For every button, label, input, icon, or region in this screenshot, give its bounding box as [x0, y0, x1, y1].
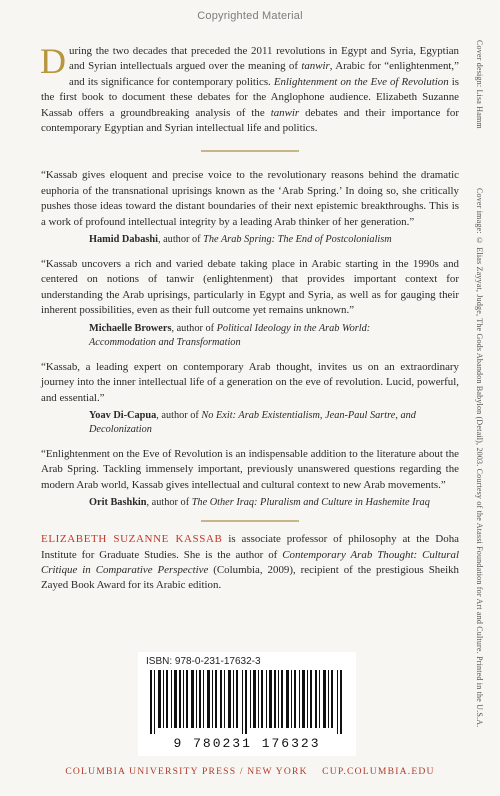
endorsement-attribution: [41, 322, 459, 350]
bio-text-2: (Columbia, 2009), recipient of the prestigious Sheikh Zayed Book Award for its Arabic edition.: [41, 563, 460, 592]
endorsement-quote: “Kassab, a leading expert on contemporary Arab thought, invites us on an extraordinary journey into the inner intellectual life of a generation on the eve of revolution. Lucid, powerful, and essential.”: [41, 360, 459, 404]
endorser-role: , author of: [157, 234, 204, 246]
endorser-work: Political Ideology in the Arab World:: [216, 322, 371, 334]
intro-text-4: debates and their importance for contemporary Egyptian and Syrian intellectual life and politics.: [41, 106, 460, 135]
endorser-work: No Exit: Arab Existentialism, Jean-Paul Sartre, and Decolonization: [89, 409, 416, 435]
intro-paragraph: [40, 41, 460, 136]
divider-rule: [201, 150, 299, 152]
endorser-role: , author of: [171, 322, 217, 334]
endorsement-quote: “Kassab uncovers a rich and varied debate taking place in Arabic starting in the 1990s and centered on notions of tanwir (enlightenment) that provides important context for understanding the Arab uprisings, particularly in Egypt and Syria, as well as for gauging their inherent possibilities, even as their full outcome yet remains unknown.”: [41, 258, 459, 317]
endorser-name: Hamid Dabashi: [89, 234, 158, 246]
endorsement-attribution: [41, 233, 459, 247]
endorser-work: The Other Iraq: Pluralism and Culture in Hashemite Iraq: [191, 497, 430, 509]
endorser-name: Michaelle Browers: [89, 322, 172, 334]
drop-cap: D: [40, 41, 66, 81]
intro-tanwir: tanwir: [301, 60, 330, 73]
cover-image-credit: Cover image: © Elias Zayyat, Judge, The Gods Abandon Babylon (Detail), 2003. Courtesy of the Atassi Foundation for Art and Culture. Printed in the U.S.A.: [475, 188, 484, 728]
copyright-watermark: Copyrighted Material: [197, 10, 303, 22]
endorser-role: , author of: [146, 497, 192, 509]
intro-text-2: , Arabic for “enlightenment,” and its significance for contemporary politics.: [69, 60, 459, 88]
endorser-role: , author of: [156, 409, 202, 421]
intro-book-title: Enlightenment on the Eve of Revolution: [273, 75, 449, 88]
divider-rule: [201, 520, 299, 522]
bio-text-1: is associate professor of philosophy at the Doha Institute for Graduate Studies. She is the author of: [41, 533, 459, 561]
barcode-number: 9 780231 176323: [173, 736, 321, 751]
endorsement-quote: “Enlightenment on the Eve of Revolution is an indispensable addition to the literature about the Arab Spring. Tackling immensely important, previously unanswered questions regarding the modern Arab world, Kassab gives intellectual and cultural context to new Arab movements.”: [41, 447, 459, 491]
endorser-name: Orit Bashkin: [89, 497, 147, 509]
endorsement-attribution: [41, 409, 459, 437]
endorsement-quote: “Kassab gives eloquent and precise voice to the revolutionary reasons behind the dramatic euphoria of the transnational uprisings known as the ‘Arab Spring.’ In doing so, she critically pushes those ideas toward the distant boundaries of their next epistemic breakthroughs. This is a work of profound intellectual integrity by a leading Arab thinker of her generation.”: [41, 169, 459, 228]
endorser-work-cont: Accommodation and Transformation: [89, 336, 241, 348]
intro-tanwir-2: tanwir: [270, 106, 300, 119]
intro-text-3: is the first book to document these debates for the Anglophone audience. Elizabeth Suzanne Kassab offers a groundbreaking analysis of the: [41, 75, 459, 119]
author-bio: [41, 532, 459, 594]
intro-text-1: uring the two decades that preceded the 2011 revolutions in Egypt and Syria, Egyptian and Syrian intellectuals argued over the meaning of: [69, 45, 459, 73]
endorser-work: The Arab Spring: The End of Postcolonialism: [203, 234, 392, 246]
bio-work: Contemporary Arab Thought: Cultural Critique in Comparative Perspective: [41, 548, 459, 576]
barcode-icon: [146, 670, 348, 734]
author-name: ELIZABETH SUZANNE KASSAB: [41, 533, 223, 546]
endorser-name: Yoav Di-Capua: [89, 409, 157, 421]
endorsement-attribution: [41, 496, 459, 510]
isbn-barcode: [138, 652, 356, 756]
back-cover-text: [40, 41, 460, 594]
isbn-label: ISBN: 978-0-231-17632-3: [146, 656, 261, 667]
cover-design-credit: Cover design: Lisa Hamm: [475, 40, 484, 129]
publisher-footer: COLUMBIA UNIVERSITY PRESS / NEW YORK CUP.COLUMBIA.EDU: [65, 766, 435, 777]
